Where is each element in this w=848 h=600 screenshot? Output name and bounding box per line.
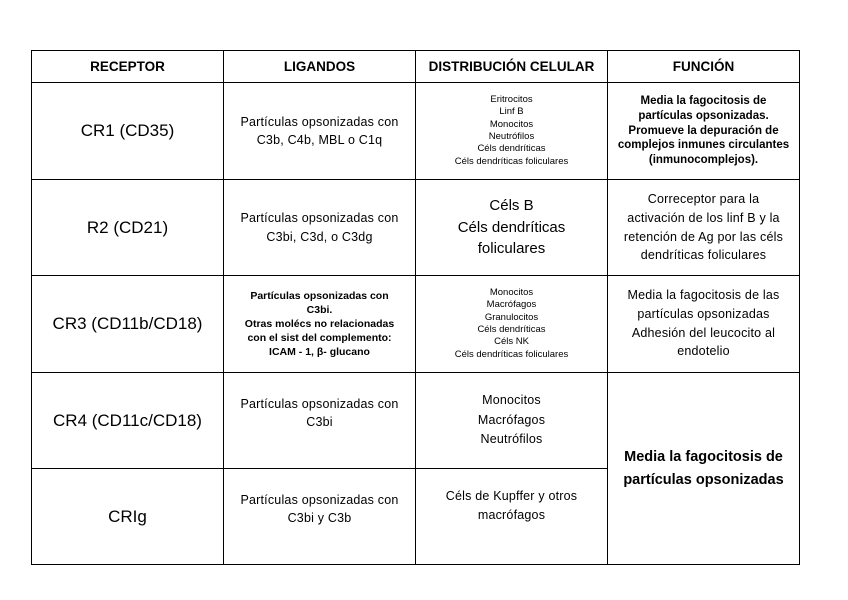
- distribucion-line: Céls dendríticas: [457, 218, 566, 236]
- funcion-line: Correceptor para la: [647, 192, 760, 206]
- distribucion-line: macrófagos: [477, 508, 546, 523]
- ligandos-cell: [224, 469, 416, 565]
- funcion-cell: [608, 180, 800, 276]
- distribucion-line: foliculares: [477, 240, 546, 258]
- funcion-line: retención de Ag por las céls: [623, 229, 784, 244]
- distribucion-line: Monocitos: [489, 286, 534, 298]
- funcion-line: Media la fagocitosis de las: [627, 288, 780, 302]
- table-row: [32, 373, 800, 469]
- receptor-cell: CRIg: [32, 469, 224, 565]
- ligandos-line: C3bi y C3b: [287, 511, 352, 526]
- ligandos-line: ICAM - 1, β- glucano: [269, 346, 370, 359]
- distribucion-line: Céls dendríticas: [477, 143, 546, 155]
- funcion-line: partículas opsonizadas: [623, 471, 784, 488]
- receptor-cell: CR4 (CD11c/CD18): [32, 373, 224, 469]
- funcion-cell: [608, 276, 800, 373]
- ligandos-line: Partículas opsonizadas con: [250, 289, 389, 302]
- distribucion-line: Monocitos: [489, 118, 534, 130]
- ligandos-line: C3b, C4b, MBL o C1q: [256, 133, 383, 147]
- ligandos-cell: [224, 83, 416, 180]
- ligandos-line: con el sist del complemento:: [247, 332, 392, 345]
- distribucion-line: Eritrocitos: [490, 93, 533, 105]
- distribucion-line: Macrófagos: [477, 412, 546, 427]
- ligandos-line: C3bi, C3d, o C3dg: [266, 229, 373, 244]
- distribucion-line: Céls dendríticas: [477, 324, 546, 335]
- distribucion-line: Céls de Kupffer y otros: [445, 489, 578, 503]
- header-funcion: FUNCIÓN: [608, 51, 800, 83]
- funcion-shared-cell: [608, 373, 800, 565]
- funcion-line: Media la fagocitosis de: [624, 449, 783, 466]
- complement-receptors-table: [31, 50, 800, 565]
- ligandos-cell: [224, 180, 416, 276]
- funcion-line: Adhesión del leucocito al: [631, 325, 776, 340]
- distribucion-line: Neutrófilos: [480, 432, 543, 447]
- ligandos-cell: [224, 276, 416, 373]
- table-row: [32, 276, 800, 373]
- ligandos-line: C3bi: [306, 415, 333, 430]
- funcion-line: endotelio: [677, 344, 730, 359]
- distribucion-cell: [416, 180, 608, 276]
- distribucion-line: Macrófagos: [486, 299, 537, 311]
- distribucion-line: Monocitos: [482, 393, 541, 408]
- ligandos-line: Partículas opsonizadas con: [240, 397, 399, 411]
- receptor-cell: CR3 (CD11b/CD18): [32, 276, 224, 373]
- distribucion-cell: [416, 83, 608, 180]
- distribucion-line: Céls dendríticas foliculares: [454, 348, 569, 360]
- funcion-line: activación de los linf B y la: [627, 210, 780, 225]
- header-distribucion: DISTRIBUCIÓN CELULAR: [416, 51, 608, 83]
- table-row: [32, 83, 800, 180]
- distribucion-line: Granulocitos: [484, 311, 539, 323]
- funcion-line: (inmunocomplejos).: [648, 154, 759, 167]
- distribucion-cell: [416, 276, 608, 373]
- ligandos-line: Partículas opsonizadas con: [240, 114, 399, 129]
- ligandos-line: C3bi.: [306, 303, 333, 316]
- funcion-line: Promueve la depuración de: [628, 124, 779, 137]
- distribucion-line: Céls NK: [494, 336, 529, 348]
- distribucion-line: Neutrófilos: [488, 131, 535, 142]
- funcion-line: partículas opsonizadas.: [638, 109, 769, 122]
- funcion-line: complejos inmunes circulantes: [617, 139, 790, 152]
- ligandos-cell: [224, 373, 416, 469]
- ligandos-line: Partículas opsonizadas con: [240, 493, 399, 507]
- distribucion-cell: [416, 469, 608, 565]
- distribucion-line: Céls dendríticas foliculares: [454, 155, 569, 167]
- receptor-cell: CR1 (CD35): [32, 83, 224, 180]
- receptor-cell: R2 (CD21): [32, 180, 224, 276]
- funcion-cell: [608, 83, 800, 180]
- funcion-line: partículas opsonizadas: [637, 306, 770, 321]
- distribucion-line: Linf B: [499, 106, 524, 118]
- distribucion-cell: [416, 373, 608, 469]
- distribucion-line: Céls B: [489, 196, 534, 214]
- table-row: [32, 180, 800, 276]
- header-ligandos: LIGANDOS: [224, 51, 416, 83]
- header-receptor: RECEPTOR: [32, 51, 224, 83]
- header-row: [32, 51, 800, 83]
- funcion-line: Media la fagocitosis de: [640, 94, 767, 107]
- ligandos-line: Partículas opsonizadas con: [240, 211, 399, 226]
- ligandos-line: Otras molécs no relacionadas: [244, 317, 395, 330]
- funcion-line: dendríticas foliculares: [640, 248, 767, 263]
